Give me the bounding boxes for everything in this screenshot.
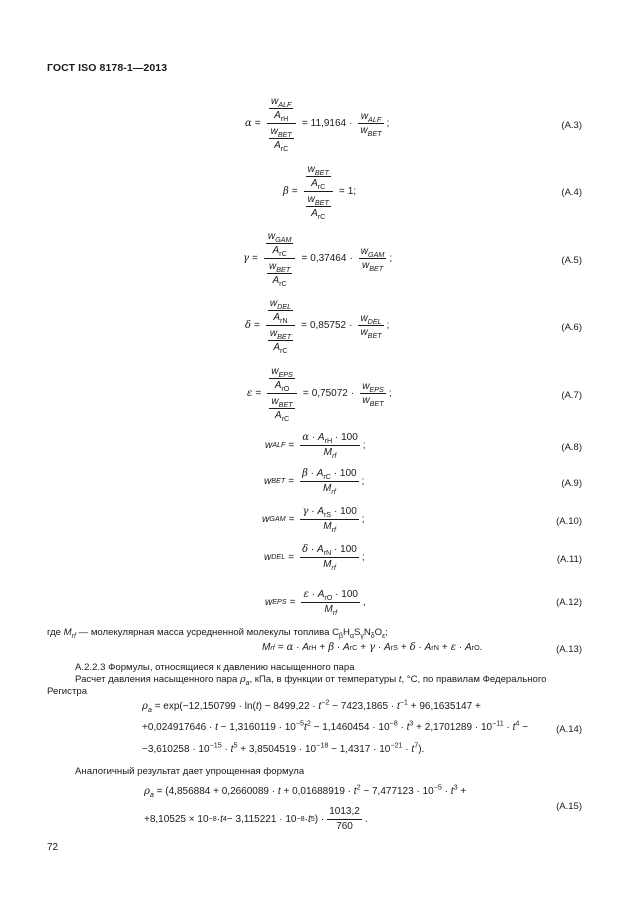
lhs-symbol: β <box>283 186 289 197</box>
equation-a12 <box>0 589 630 619</box>
equation-a7-body: ε = $\frac{\frac{w_{EPS}}{A_{rO}}}{\frac{w_{BET}}{A_{rC}}}$ = 0,75072 · $\frac{w_{EPS}}{w_{BET}}$ ; <box>247 366 392 423</box>
equation-a3-body: α = $\frac{\frac{w_{ALF}}{A_{rH}}}{\frac{w_{BET}}{A_{rC}}}$ = 11,9164 · $\frac{w_{ALF}}{w_{BET}}$ ; <box>245 96 390 153</box>
lhs-symbol: δ <box>245 320 252 331</box>
lhs-symbol: α <box>245 118 252 129</box>
equation-a10 <box>0 506 630 536</box>
outer-fraction: $\frac{\frac{w_{ALF}}{A_{rH}}}{\frac{w_{BET}}{A_{rC}}}$ <box>267 96 296 151</box>
equation-a12-body: w EPS = $\frac{\varepsilon \cdot A_{rO} \cdot 100}{M_{rf}}$ , <box>265 589 366 617</box>
equation-a15-line-1: $\rho_a = (4,856884 + 0,2660089 \cdot t + 0,01688919 \cdot t^2 - 7,477123 \cdot 10^{-5} \cdot t^3$ + <box>144 782 467 799</box>
coefficient: 0,37464 <box>310 253 347 264</box>
equation-a13-body: M rf = α · A rH + β · A rC + γ · A rS + δ · A rN + ε · A rO . <box>262 642 483 653</box>
equation-number: (A.11) <box>556 554 582 565</box>
section-heading: А.2.2.3 Формулы, относящиеся к давлению насыщенного пара <box>75 662 355 673</box>
coefficient: 0,85752 <box>309 320 347 331</box>
equation-number: (A.13) <box>556 644 582 655</box>
calc-line-2: Регистра <box>47 686 88 697</box>
equation-a11-body: w DEL = $\frac{\delta \cdot A_{rN} \cdot 100}{M_{rf}}$ ; <box>264 544 365 572</box>
equation-number: (A.10) <box>556 516 582 527</box>
equation-a15-line-2: +8,10525 × 10 −8 · t 4 − 3,115221 · 10 −8 · t 5 ) · $\frac{1013,2}{760}$ . <box>144 806 368 832</box>
equation-a13 <box>0 642 630 660</box>
equation-a9-body: w BET = $\frac{\beta \cdot A_{rC} \cdot 100}{M_{rf}}$ ; <box>264 468 365 496</box>
equation-number: (A.9) <box>561 478 582 489</box>
pressure-ratio-fraction: $\frac{1013,2}{760}$ <box>329 806 360 832</box>
equation-number: (A.8) <box>561 442 582 453</box>
coefficient: 11,9164 <box>310 118 347 129</box>
equation-a10-body: w GAM = $\frac{\gamma \cdot A_{rS} \cdot 100}{M_{rf}}$ ; <box>262 506 365 534</box>
coefficient: 0,75072 <box>311 388 348 399</box>
equation-a3 <box>0 96 630 156</box>
equation-number: (A.7) <box>561 390 582 401</box>
equation-a4 <box>0 164 630 222</box>
equation-a14-line-1: $\rho_a = \exp(-12,150799 \cdot \ln(t) - 8499,22 \cdot t^{-2} - 7423,1865 \cdot t^{-1} + 96,1635147$ + <box>142 697 481 714</box>
equation-a6 <box>0 298 630 358</box>
calc-line-1: Расчет давления насыщенного пара $\rho_a$, кПа, в функции от температуры t, °С, по правилам Федерального <box>75 674 547 687</box>
equation-number: (A.5) <box>561 255 582 266</box>
lhs-symbol: γ <box>243 253 249 264</box>
equation-a14-line-2: $+0,024917646 \cdot t - 1,3160119 \cdot 10^{-5}t^2 - 1,1460454 \cdot 10^{-8} \cdot t^3 + 2,1701289 \cdot 10^{-11} \cdot t^4$ − <box>142 718 529 733</box>
document-header: ГОСТ ISO 8178-1—2013 <box>47 62 168 74</box>
equation-a7 <box>0 366 630 426</box>
equation-a5-body: γ = $\frac{\frac{w_{GAM}}{A_{rC}}}{\frac{w_{BET}}{A_{rC}}}$ = 0,37464 · $\frac{w_{GAM}}{w_{BET}}$ ; <box>243 231 393 288</box>
equation-a9 <box>0 468 630 498</box>
equation-a6-body: δ = $\frac{\frac{w_{DEL}}{A_{rN}}}{\frac{w_{BET}}{A_{rC}}}$ = 0,85752 · $\frac{w_{DEL}}{w_{BET}}$ ; <box>245 298 390 355</box>
equation-a5 <box>0 231 630 291</box>
equation-a14-line-3: $-3,610258 \cdot 10^{-15} \cdot t^5 + 3,8504519 \cdot 10^{-18} - 1,4317 \cdot 10^{-21} \cdot t^7$). <box>142 740 425 755</box>
similar-result-text: Аналогичный результат дает упрощенная формула <box>75 766 305 777</box>
where-line: где $M_{rf}$ — молекулярная масса усредненной молекулы топлива $С_\beta H_\alpha S_\gamma N_\delta O_\varepsilon$; <box>47 627 388 640</box>
equation-number: (A.14) <box>556 724 582 735</box>
equation-a4-body: β = $\frac{\frac{w_{BET}}{A_{rC}}}{\frac{w_{BET}}{A_{rC}}}$ = 1; <box>283 164 357 221</box>
equation-a11 <box>0 544 630 574</box>
equation-a8 <box>0 432 630 462</box>
equation-number: (A.4) <box>561 187 582 198</box>
equation-a8-body: w ALF = $\frac{\alpha \cdot A_{rH} \cdot 100}{M_{rf}}$ ; <box>265 432 366 460</box>
equation-number: (A.15) <box>556 801 582 812</box>
equation-number: (A.6) <box>561 322 582 333</box>
equation-number: (A.12) <box>556 597 582 608</box>
page-number: 72 <box>47 842 59 853</box>
lhs-symbol: ε <box>247 388 253 399</box>
equation-number: (A.3) <box>561 120 582 131</box>
